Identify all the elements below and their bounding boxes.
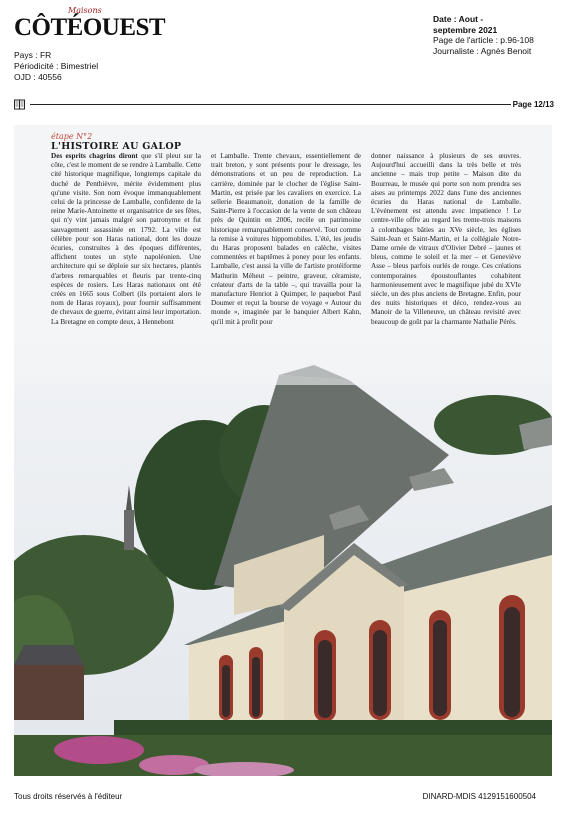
country-line: Pays : FR (14, 50, 52, 60)
article-scan (14, 125, 552, 776)
journalist-line: Journaliste : Agnès Benoit (433, 45, 532, 56)
date-line-2: septembre 2021 (433, 24, 498, 35)
lead-text: Des esprits chagrins diront (51, 152, 138, 160)
article-meta (433, 14, 563, 56)
text-column-1 (51, 152, 201, 327)
ojd-line: OJD : 40556 (14, 72, 62, 82)
text-column-2: et Lamballe. Trente chevaux, essentiellement de trait breton, y sont présents pour le dressage, les démonstrations et un peu de reproduction. La carrière, dominée par le clocher de l'église Saint-Martin, est prisée par les cavaliers en exercice. La sellerie Beaumanoir, donation de la famille de Saint-Pierre à l'occasion de la vente de son château près de Quintin en 2006, recèle un patrimoine historique remarquablement conservé. Tout comme la remise à voitures hippomobiles. L'été, les jeudis du Haras proposent balades en calèche, visites commentées et baptêmes à poney pour les enfants. Lamballe, c'est aussi la ville de l'artiste protéiforme Mathurin Méheut – peintre, graveur, céramiste, créateur d'arts de la table –, qui travailla pour la manufacture Henriot à Quimper, le paquebot Paul Doumer et reçut la bourse de voyage « Autour du monde », imaginée par le banquier Albert Kahn, qu'il mit à profit pour (211, 152, 361, 326)
article-heading: L'HISTOIRE AU GALOP (51, 141, 182, 152)
date-line-1: Date : Aout - (433, 14, 484, 24)
copyright-footer: Tous droits réservés à l'éditeur (14, 792, 123, 801)
page-rule (14, 99, 554, 113)
step-label: étape N°2 (51, 132, 93, 141)
logo-main-text: CÔTÉOUEST (14, 14, 166, 41)
column-1-body: que s'il pleut sur la côte, c'est le moment de se rendre à Lamballe. Cette cité historique magnifique, longtemps capitale du duché de Penthièvre, mérite évidemment plus qu'une visite. Son nom évoque immanquablement celui de la princesse de Lamballe, confidente de la reine Marie-Antoinette et organisatrice de ses fêtes, qui n'y vint jamais malgré son patronyme et fut sauvagement assassinée en 1792. La ville est célèbre pour son Haras national, dont les douze écuries, construites à des époques différentes, affichent toutes un style napoléonien. Une architecture qui se déploie sur six hectares, plantés d'arbres remarquables et fleuris par trente-cinq espèces de rosiers. Les Haras nationaux ont été créés en 1665 sous Colbert (ils portaient alors le nom de Haras royaux), pour fournir suffisamment de chevaux de guerre, évitant ainsi leur importation. La Bretagne en compte deux, à Hennebont (51, 152, 201, 326)
text-column-3: donner naissance à plusieurs de ses œuvres. Aujourd'hui accueilli dans la très belle et très ancienne – mais trop petite – Maison dite du Bourreau, le musée qui porte son nom prendra ses aises au printemps 2022 dans l'une des anciennes écuries du Haras national de Lamballe. L'événement est attendu avec impatience ! Le centre-ville offre au regard les trente-trois maisons à colombages bâties au XVe siècle, les églises Saint-Jean et Saint-Martin, et la collégiale Notre-Dame ornée de vitraux d'Olivier Debré – jaunes et bleus, comme le soleil et la mer – et Geneviève Asse – bleus parfois ourlés de rouge. Ces créations contemporaines époustouflantes cohabitent harmonieusement avec le magnifique jubé du XVIe siècle, un des plus anciens de Bretagne. Enfin, pour des nuits historiques et déco, rendez-vous au Manoir de la Villeneuve, un château revisité avec beaucoup de goût par la charmante Nathalie Pérès. (371, 152, 521, 326)
horizontal-divider (30, 104, 511, 105)
reference-footer: DINARD-MDIS 4129151600504 (422, 792, 536, 801)
periodicity-line: Périodicité : Bimestriel (14, 61, 99, 71)
page-number: Page 12/13 (512, 100, 554, 109)
article-pages-line: Page de l'article : p.96-108 (433, 35, 534, 45)
book-icon (14, 99, 25, 110)
logo-small-text: Maisons (68, 6, 102, 15)
publication-meta (14, 50, 98, 83)
magazine-logo (14, 6, 166, 46)
article-text (14, 125, 552, 375)
